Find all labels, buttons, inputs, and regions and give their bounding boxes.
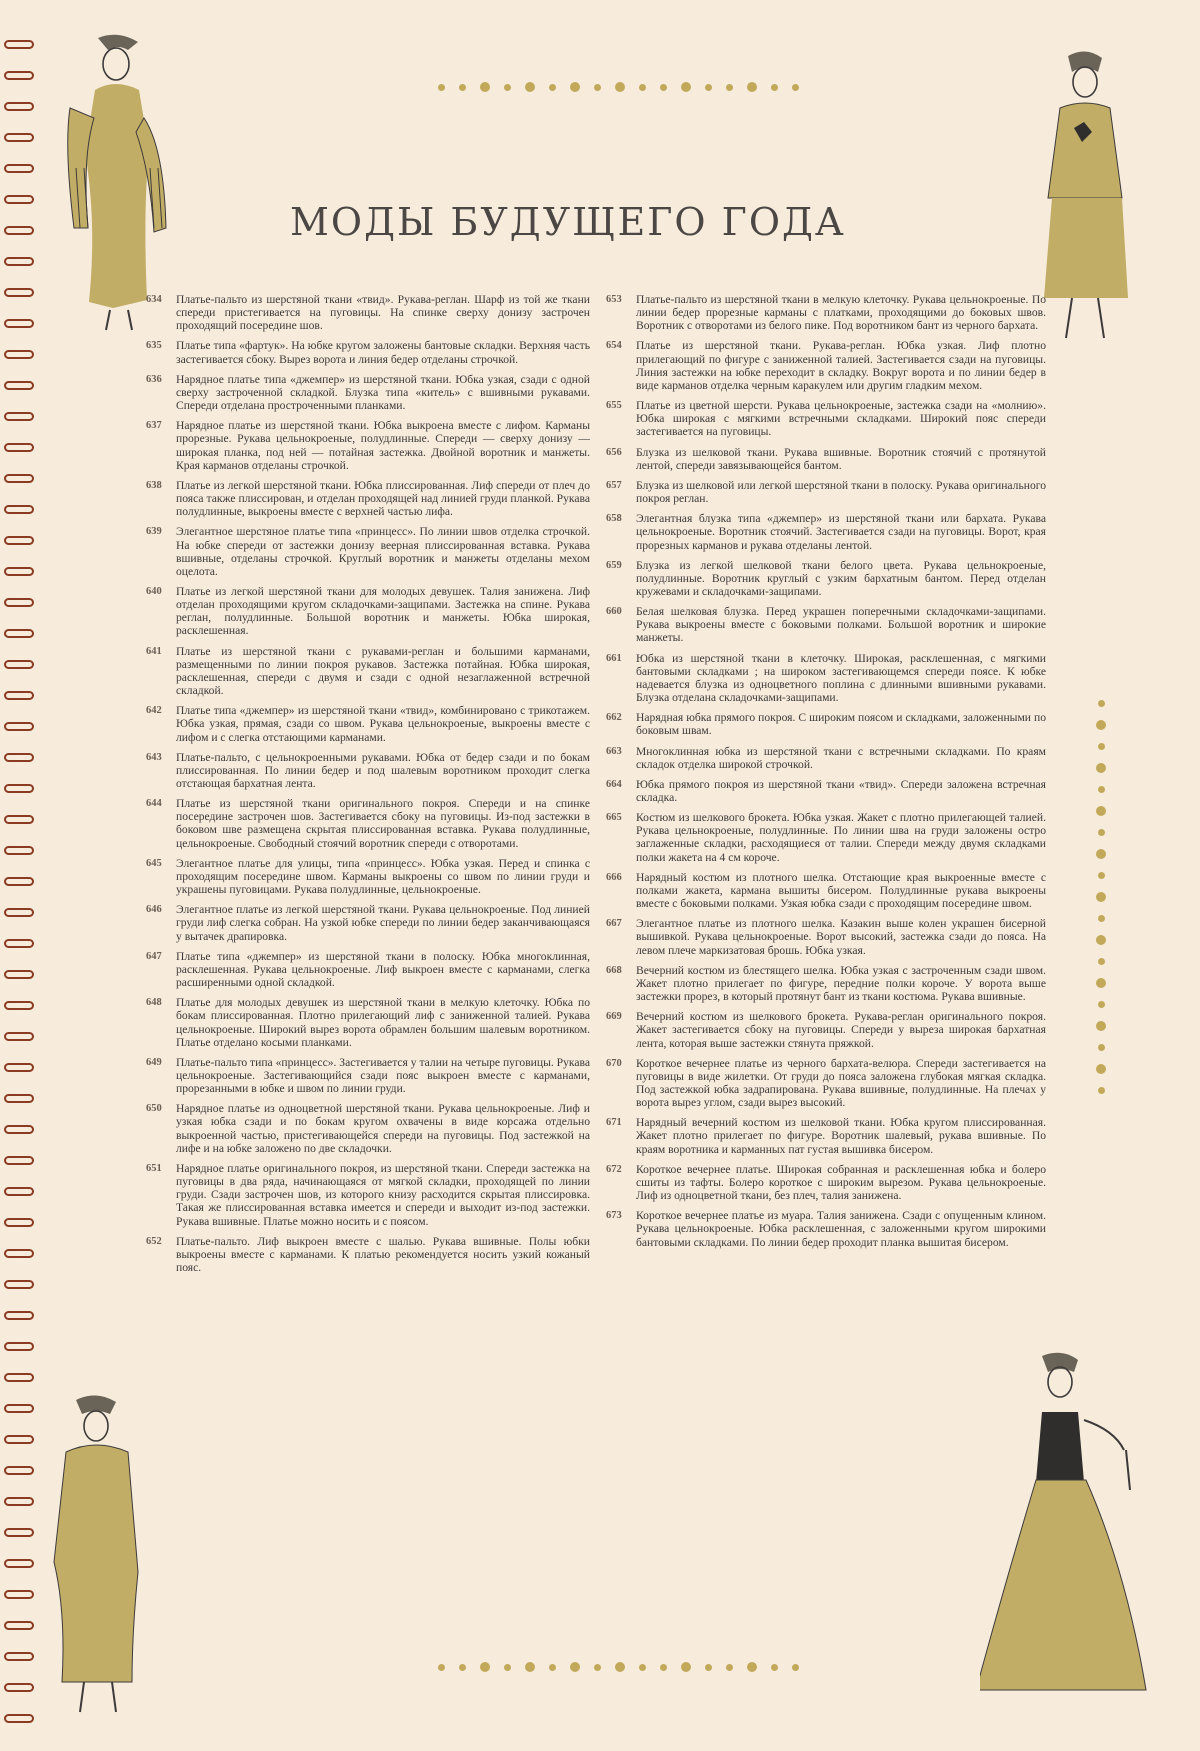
list-item <box>146 293 590 332</box>
item-number: 649 <box>146 1056 162 1068</box>
list-item <box>146 996 590 1049</box>
item-description: Блузка из шелковой ткани. Рукава вшивные. Воротник стоячий с протянутой лентой, спереди завязывающейся бантом. <box>636 445 1046 472</box>
spiral-ring <box>4 1001 34 1010</box>
spiral-ring <box>4 71 34 80</box>
item-description: Вечерний костюм из шелкового брокета. Рукава-реглан оригинального покроя. Жакет застегивается сбоку на пуговицы. Спереди у выреза широкая бархатная лента, которая выше застежки стянута пряжкой. <box>636 1010 1046 1050</box>
item-number: 644 <box>146 798 162 810</box>
spiral-ring <box>4 1125 34 1134</box>
spiral-ring <box>4 536 34 545</box>
list-item <box>606 964 1046 1003</box>
item-description: Костюм из шелкового брокета. Юбка узкая. Жакет с плотно прилегающей талией. Рукава цельнокроеные, полудлинные. По линии шва на груди заложены остро заглаженные складки, расходящиеся от талии. Спереди между двумя складками полки жакета на 4 см короче. <box>636 811 1046 864</box>
item-description: Элегантная блузка типа «джемпер» из шерстяной ткани или бархата. Рукава цельнокроеные. Воротник стоячий. Застегивается сзади на пуговицы. Ворот, края прорезных карманов и рукава отделаны лентой. <box>636 512 1046 552</box>
item-number: 647 <box>146 950 162 962</box>
item-description: Белая шелковая блузка. Перед украшен поперечными складочками-защипами. Рукава выкроены вместе с боковыми полками. Большой воротник и широкие манжеты. <box>636 605 1046 645</box>
item-number: 642 <box>146 705 162 717</box>
item-description: Вечерний костюм из блестящего шелка. Юбка узкая с застроченным сзади швом. Жакет плотно прилегает по фигуре, передние полки короче. У ворота выше застежки прорез, в который протянут бант из ткани костюма. Рукава вшивные. <box>636 963 1046 1004</box>
list-item <box>606 871 1046 910</box>
item-number: 671 <box>606 1117 622 1129</box>
list-item <box>606 1057 1046 1110</box>
item-description: Нарядный вечерний костюм из шелковой ткани. Юбка кругом плиссированная. Жакет плотно прилегает по фигуре. Воротник шалевый, рукава вшивные. По краям воротника и карманных пат густая вышивка бисером. <box>636 1116 1046 1156</box>
spiral-ring <box>4 970 34 979</box>
list-item <box>146 339 590 365</box>
spiral-ring <box>4 1404 34 1413</box>
spiral-ring <box>4 350 34 359</box>
spiral-ring <box>4 1590 34 1599</box>
spiral-ring <box>4 226 34 235</box>
item-number: 639 <box>146 526 162 538</box>
top-dot-ornament <box>438 82 799 92</box>
spiral-ring <box>4 1528 34 1537</box>
fashion-figure-top-right-icon <box>1030 48 1140 348</box>
item-description: Короткое вечернее платье. Широкая собранная и расклешенная юбка и болеро сшиты из тафты. Болеро короткое с широким вырезом. Рукава цельнокроеные. Лиф из одноцветной ткани, без плеч, талия занижена. <box>636 1162 1046 1203</box>
spiral-ring <box>4 939 34 948</box>
item-number: 645 <box>146 857 162 869</box>
list-item <box>606 745 1046 771</box>
spiral-ring <box>4 1466 34 1475</box>
item-number: 654 <box>606 340 622 352</box>
list-item <box>606 778 1046 804</box>
spiral-ring <box>4 133 34 142</box>
item-description: Платье-пальто типа «принцесс». Застегивается у талии на четыре пуговицы. Рукава цельнокроеные. Застегивающийся сзади пояс выкроен вместе с карманами, прорезанными в юбке и швом по линии груди. <box>176 1055 590 1096</box>
item-description: Нарядный костюм из плотного шелка. Отстающие края выкроенные вместе с полками жакета, карманa вышиты бисером. Полудлинные рукава выкроены вместе с боковыми полками. Узкая юбка сзади с проходящим посередине швом. <box>636 870 1046 911</box>
item-number: 659 <box>606 559 622 571</box>
list-item <box>606 559 1046 598</box>
item-number: 670 <box>606 1057 622 1069</box>
item-description: Нарядное платье оригинального покроя, из шерстяной ткани. Спереди застежка на пуговицы в два ряда, начинающаяся от мягкой складки, проходящей по линии груди. Сзади застрочен шов, из которого книзу расходится скрытая плиссировка. Такая же плиссированная вставка имеется и спереди и выходит из-под застежки. Рукава вшивные. Платье можно носить и с поясом. <box>176 1161 590 1228</box>
item-number: 667 <box>606 918 622 930</box>
item-number: 672 <box>606 1163 622 1175</box>
item-number: 673 <box>606 1210 622 1222</box>
item-description: Нарядное платье типа «джемпер» из шерстяной ткани. Юбка узкая, сзади с одной сверху застроченной складкой. Блузка типа «китель» с вшивными рукавами. Спереди отделана простроченными планками. <box>176 372 590 413</box>
item-number: 658 <box>606 513 622 525</box>
right-dot-ornament <box>1096 700 1106 1094</box>
spiral-ring <box>4 412 34 421</box>
fashion-figure-bottom-right-icon <box>980 1350 1150 1700</box>
spiral-ring <box>4 1497 34 1506</box>
item-description: Платье из шерстяной ткани оригинального покроя. Спереди и на спинке посередине застрочен шов. Застегивается сбоку на пуговицы. Из-под застежки в боковом шве размещена скрытая плиссированная вставка. Рукава полудлинные, цельнокроеные. Свободный стоячий воротник спереди с отворотами. <box>176 797 590 850</box>
item-number: 665 <box>606 812 622 824</box>
item-description: Элегантное платье из легкой шерстяной ткани. Рукава цельнокроеные. Под линией груди лиф слегка собран. На узкой юбке спереди по линии бедер заканчивающаяся у вытачек драпировка. <box>176 903 590 943</box>
spiral-ring <box>4 908 34 917</box>
list-item <box>606 811 1046 864</box>
list-item <box>146 525 590 578</box>
list-item <box>606 1116 1046 1155</box>
list-item <box>146 645 590 698</box>
item-description: Платье-пальто из шерстяной ткани в мелкую клеточку. Рукава цельнокроеные. По линии бедер прорезные карманы с платками, проходящими до боковых швов. Воротник с отворотами из белого пике. Под воротником бант из черного бархата. <box>636 293 1046 333</box>
item-number: 666 <box>606 871 622 883</box>
spiral-ring <box>4 1280 34 1289</box>
item-number: 661 <box>606 652 622 664</box>
item-number: 653 <box>606 294 622 305</box>
spiral-ring <box>4 1342 34 1351</box>
item-description: Элегантное шерстяное платье типа «принцесс». По линии швов отделка строчкой. На юбке спереди от застежки донизу веерная плиссированная вставка. Рукава вшивные, отделаны строчкой. Круглый воротник и манжеты отделаны мехом оцелота. <box>176 525 590 578</box>
item-description: Многоклинная юбка из шерстяной ткани с встречными складками. По краям складок отделка широкой строчкой. <box>636 744 1046 771</box>
list-item <box>606 479 1046 505</box>
item-description: Платье из легкой шерстяной ткани. Юбка плиссированная. Лиф спереди от плеч до пояса также плиссирован, и отделан проходящей над линией груди планкой. Рукава полудлинные, выкроены вместе с верхней частью лифа. <box>176 478 590 519</box>
list-item <box>606 652 1046 705</box>
list-item <box>146 857 590 896</box>
item-description: Платье-пальто. Лиф выкроен вместе с шалью. Рукава вшивные. Полы юбки выкроены вместе с карманами. К платью рекомендуется носить узкий кожаный пояс. <box>176 1234 590 1274</box>
list-item <box>606 446 1046 472</box>
item-description: Элегантное платье из плотного шелка. Казакин выше колен украшен бисерной вышивкой. Рукава цельнокроеные. Ворот высокий, застежка сзади до пояса. На левом плече маркизатовая брошь. Юбка узкая. <box>636 917 1046 957</box>
spiral-ring <box>4 1187 34 1196</box>
item-description: Короткое вечернее платье из муара. Талия занижена. Сзади с опущенным клином. Рукава цельнокроеные. Юбка расклешенная, с заложенными кругом широкими бантовыми складками. По линии бедер проходит планка вышитая бисером. <box>636 1209 1046 1249</box>
list-item <box>606 512 1046 551</box>
spiral-ring <box>4 846 34 855</box>
list-item <box>146 797 590 850</box>
spiral-ring <box>4 691 34 700</box>
list-item <box>146 419 590 472</box>
item-number: 636 <box>146 373 162 385</box>
list-item <box>146 1056 590 1095</box>
bottom-dot-ornament <box>438 1662 799 1672</box>
spiral-ring <box>4 474 34 483</box>
list-item <box>146 373 590 412</box>
list-item <box>606 711 1046 737</box>
spiral-ring <box>4 102 34 111</box>
item-description: Нарядное платье из шерстяной ткани. Юбка выкроена вместе с лифом. Карманы прорезные. Рукава цельнокроеные, полудлинные. Спереди — сверху донизу — широкая планка, под ней — потайная застежка. Двойной воротник и манжеты. Края карманов отделаны строчкой. <box>176 419 590 472</box>
spiral-ring <box>4 660 34 669</box>
spiral-ring <box>4 195 34 204</box>
list-item <box>146 704 590 743</box>
spiral-ring <box>4 598 34 607</box>
spiral-ring <box>4 1311 34 1320</box>
item-description: Юбка прямого покроя из шерстяной ткани «твид». Спереди заложена встречная складка. <box>636 777 1046 804</box>
list-item <box>606 1209 1046 1248</box>
fashion-figure-bottom-left-icon <box>40 1390 160 1720</box>
spiral-ring <box>4 1373 34 1382</box>
list-item <box>606 399 1046 438</box>
spiral-binding-icon <box>4 40 38 1730</box>
item-description: Платье типа «джемпер» из шерстяной ткани «твид», комбинировано с трикотажем. Юбка узкая, прямая, сзади со швом. Рукава цельнокроеные, выкроены вместе с лифом и с слегка отстающими карманами. <box>176 704 590 744</box>
item-description: Платье из шерстяной ткани с рукавами-реглан и большими карманами, размещенными по линии покроя рукавов. Застежка потайная. Юбка широкая, расклешенная, спереди с двумя и сзади с одной незаглаженной встречной складкой. <box>176 644 590 698</box>
item-number: 648 <box>146 997 162 1009</box>
item-description: Блузка из легкой шелковой ткани белого цвета. Рукава цельнокроеные, полудлинные. Воротник круглый с узким бархатным бантом. Перед отделан кружевами и складочками-защипами. <box>636 558 1046 598</box>
item-number: 650 <box>146 1103 162 1115</box>
spiral-ring <box>4 784 34 793</box>
item-number: 655 <box>606 400 622 412</box>
spiral-ring <box>4 1094 34 1103</box>
list-item <box>146 585 590 638</box>
item-description: Нарядная юбка прямого покроя. С широким поясом и складками, заложенными по боковым швам. <box>636 711 1046 738</box>
spiral-ring <box>4 505 34 514</box>
item-description: Платье типа «джемпер» из шерстяной ткани в полоску. Юбка многоклинная, расклешенная. Рукава цельнокроеные. Лиф выкроен вместе с карманами, слегка расширенными одной складкой. <box>176 949 590 990</box>
spiral-ring <box>4 1714 34 1723</box>
spiral-ring <box>4 257 34 266</box>
right-text-column <box>606 293 1046 1256</box>
item-number: 660 <box>606 606 622 618</box>
spiral-ring <box>4 815 34 824</box>
item-number: 656 <box>606 446 622 458</box>
spiral-ring <box>4 319 34 328</box>
item-description: Блузка из шелковой или легкой шерстяной ткани в полоску. Рукава оригинального покроя реглан. <box>636 478 1046 506</box>
spiral-ring <box>4 1652 34 1661</box>
spiral-ring <box>4 381 34 390</box>
spiral-ring <box>4 877 34 886</box>
list-item <box>606 339 1046 392</box>
item-number: 643 <box>146 751 162 763</box>
spiral-ring <box>4 288 34 297</box>
item-number: 657 <box>606 479 622 491</box>
item-description: Нарядное платье из одноцветной шерстяной ткани. Рукава цельнокроеные. Лиф и узкая юбка сзади и по бокам кругом охвачены в виде корсажа отдельно выкроенной частью, пристегивающейся спереди на пуговицы. Под застежкой на лифе и на юбке заложено по две складочки. <box>176 1102 590 1155</box>
spiral-ring <box>4 40 34 49</box>
list-item <box>146 751 590 790</box>
list-item <box>146 1162 590 1228</box>
list-item <box>146 1235 590 1274</box>
item-number: 646 <box>146 904 162 916</box>
item-description: Платье-пальто, с цельнокроенными рукавами. Юбка от бедер сзади и по бокам плиссированная. По линии бедер и под шалевым воротником проходит слегка отстающая бархатная лента. <box>176 750 590 790</box>
list-item <box>146 903 590 942</box>
spiral-ring <box>4 753 34 762</box>
item-number: 637 <box>146 420 162 432</box>
spiral-ring <box>4 1063 34 1072</box>
spiral-ring <box>4 1218 34 1227</box>
item-number: 668 <box>606 964 622 976</box>
item-description: Платье из шерстяной ткани. Рукава-реглан. Юбка узкая. Лиф плотно прилегающий по фигуре с заниженной талией. Застегивается сзади на пуговицы. Линия застежки на юбке переходит в складку. Вокруг ворота и по линии бедер в виде карманов отделка черным каракулем или другим гладким мехом. <box>636 339 1046 392</box>
item-number: 634 <box>146 294 162 305</box>
list-item <box>606 293 1046 332</box>
list-item <box>606 1010 1046 1049</box>
item-description: Платье из цветной шерсти. Рукава цельнокроеные, застежка сзади на «молнию». Юбка широкая с мягкими встречными складками. Широкий пояс спереди застегивается на пуговицы. <box>636 399 1046 439</box>
list-item <box>146 1102 590 1155</box>
spiral-ring <box>4 164 34 173</box>
spiral-ring <box>4 1032 34 1041</box>
item-number: 669 <box>606 1011 622 1023</box>
item-number: 651 <box>146 1162 162 1174</box>
item-description: Юбка из шерстяной ткани в клеточку. Широкая, расклешенная, с мягкими бантовыми складками ; на широком застегивающемся спереди поясе. К юбке надевается блузка из одноцветного поплина с длинными вшивными рукавами. Блузка отделана складочками-защипами. <box>636 651 1046 705</box>
item-number: 662 <box>606 712 622 724</box>
item-description: Платье из легкой шерстяной ткани для молодых девушек. Талия занижена. Лиф отделан проходящими кругом складочками-защипами. Застежка на спине. Рукава реглан, полудлинные. Большой воротник и манжеты. Юбка широкая, расклешенная. <box>176 584 590 638</box>
item-number: 638 <box>146 479 162 491</box>
spiral-ring <box>4 1435 34 1444</box>
item-description: Элегантное платье для улицы, типа «принцесс». Юбка узкая. Перед и спинка с проходящим посередине швом. Карманы выкроены со швом по линии груди и украшены пуговицами. Рукава полудлинные, цельнокроеные. <box>176 856 590 897</box>
spiral-ring <box>4 1559 34 1568</box>
list-item <box>146 950 590 989</box>
page-title: МОДЫ БУДУЩЕГО ГОДА <box>290 200 846 244</box>
spiral-ring <box>4 629 34 638</box>
fashion-figure-top-left-icon <box>40 28 190 338</box>
list-item <box>146 479 590 518</box>
item-number: 640 <box>146 585 162 597</box>
item-description: Платье для молодых девушек из шерстяной ткани в мелкую клеточку. Юбка по бокам плиссированная. Плотно прилегающий лиф с заниженной талией. Рукава цельнокроеные. Широкий вырез ворота обрамлен большим шалевым воротником. Платье отделано косыми планками. <box>176 996 590 1049</box>
spiral-ring <box>4 443 34 452</box>
item-description: Платье типа «фартук». На юбке кругом заложены бантовые складки. Верхняя часть застегивается сбоку. Вырез ворота и линия бедер отделаны строчкой. <box>176 339 590 366</box>
list-item <box>606 1163 1046 1202</box>
left-text-column <box>146 293 590 1281</box>
item-number: 663 <box>606 745 622 757</box>
spiral-ring <box>4 1249 34 1258</box>
spiral-ring <box>4 722 34 731</box>
spiral-ring <box>4 1683 34 1692</box>
item-number: 652 <box>146 1235 162 1247</box>
spiral-ring <box>4 1621 34 1630</box>
item-description: Короткое вечернее платье из черного бархата-велюра. Спереди застегивается на пуговицы в виде жилетки. От груди до пояса заложена глубокая мягкая складка. Под застежкой юбка задрапирована. Рукава вшивные, полудлинные. На плечах у ворота вырез углом, сзади вырез высокий. <box>636 1056 1046 1110</box>
list-item <box>606 917 1046 956</box>
item-number: 664 <box>606 778 622 790</box>
list-item <box>606 605 1046 644</box>
spiral-ring <box>4 1156 34 1165</box>
item-description: Платье-пальто из шерстяной ткани «твид». Рукава-реглан. Шарф из той же ткани спереди пристегивается на пуговицы. На спинке сверху донизу застрочен проходящий посередине шов. <box>176 293 590 333</box>
spiral-ring <box>4 567 34 576</box>
item-number: 635 <box>146 340 162 352</box>
item-number: 641 <box>146 645 162 657</box>
